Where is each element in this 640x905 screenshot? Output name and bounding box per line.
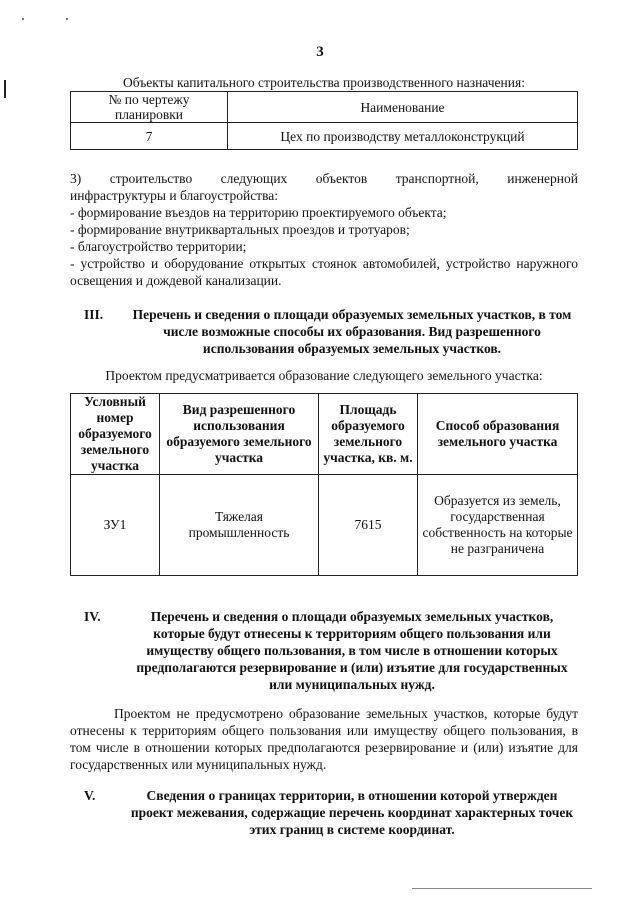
margin-mark	[4, 80, 6, 98]
item3-first-line: 3) строительство следующих объектов транспортной, инженерной	[70, 171, 578, 186]
table-cell: Тяжелая промышленность	[160, 475, 319, 576]
table-cell: 7615	[319, 475, 418, 576]
section-5-heading	[70, 787, 578, 838]
section-number: V.	[84, 788, 96, 803]
section-3-heading	[70, 306, 578, 357]
section-title: Сведения о границах территории, в отношении которой утвержден проект межевания, содержащие перечень координат характерных точек этих границ в системе координат.	[130, 788, 574, 837]
table-header-row	[71, 394, 578, 475]
table-row	[71, 123, 578, 150]
table-row	[71, 475, 578, 576]
section-4-body: Проектом не предусмотрено образование земельных участков, которые будут отнесены к территориям общего пользования или имуществу общего пользования, в том числе в отношении которых предполагаются резервирование и (или) изъятие для государственных или муниципальных нужд.	[70, 706, 578, 772]
section-title: Перечень и сведения о площади образуемых земельных участков, в том числе возможные способы их образования. Вид разрешенного использования образуемых земельных участков.	[132, 307, 572, 356]
table-cell: 7	[71, 123, 228, 150]
section-3-intro: Проектом предусматривается образование следующего земельного участка:	[105, 368, 543, 383]
section-number: IV.	[84, 609, 101, 624]
table-header-cell: № по чертежу планировки	[71, 92, 228, 123]
list-item: - устройство и оборудование открытых стоянок автомобилей, устройство наружного освещения и дождевой канализации.	[70, 256, 578, 288]
bottom-rule	[412, 888, 592, 889]
table-cell: ЗУ1	[71, 475, 160, 576]
section-title: Перечень и сведения о площади образуемых земельных участков, которые будут отнесены к территориям общего пользования или имуществу общего пользования, в том числе в отношении которых предполагаются резервирование и (или) изъятие для государственных или муниципальных нужд.	[136, 609, 568, 692]
table-cell: Цех по производству металлоконструкций	[228, 123, 578, 150]
item3-block	[70, 170, 578, 289]
scan-speck	[66, 18, 68, 20]
list-item: - формирование внутриквартальных проездов и тротуаров;	[70, 222, 410, 237]
table-header-cell: Наименование	[228, 92, 578, 123]
table-header-cell: Способ образования земельного участка	[418, 394, 578, 475]
objects-caption: Объекты капитального строительства производственного назначения:	[123, 75, 525, 90]
objects-table	[70, 91, 578, 150]
table-header-row	[71, 92, 578, 123]
table-header-cell: Площадь образуемого земельного участка, кв. м.	[319, 394, 418, 475]
table-header-cell: Вид разрешенного использования образуемого земельного участка	[160, 394, 319, 475]
list-item: - формирование въездов на территорию проектируемого объекта;	[70, 205, 447, 220]
table-cell: Образуется из земель, государственная собственность на которые не разграничена	[418, 475, 578, 576]
list-item: - благоустройство территории;	[70, 239, 247, 254]
section-4-heading	[70, 608, 578, 693]
section-number: III.	[84, 307, 104, 322]
page-number: 3	[316, 44, 324, 60]
item3-second-line: инфраструктуры и благоустройства:	[70, 188, 279, 203]
table-header-cell: Условный номер образуемого земельного участка	[71, 394, 160, 475]
parcels-table	[70, 393, 578, 576]
scan-speck	[22, 18, 24, 20]
